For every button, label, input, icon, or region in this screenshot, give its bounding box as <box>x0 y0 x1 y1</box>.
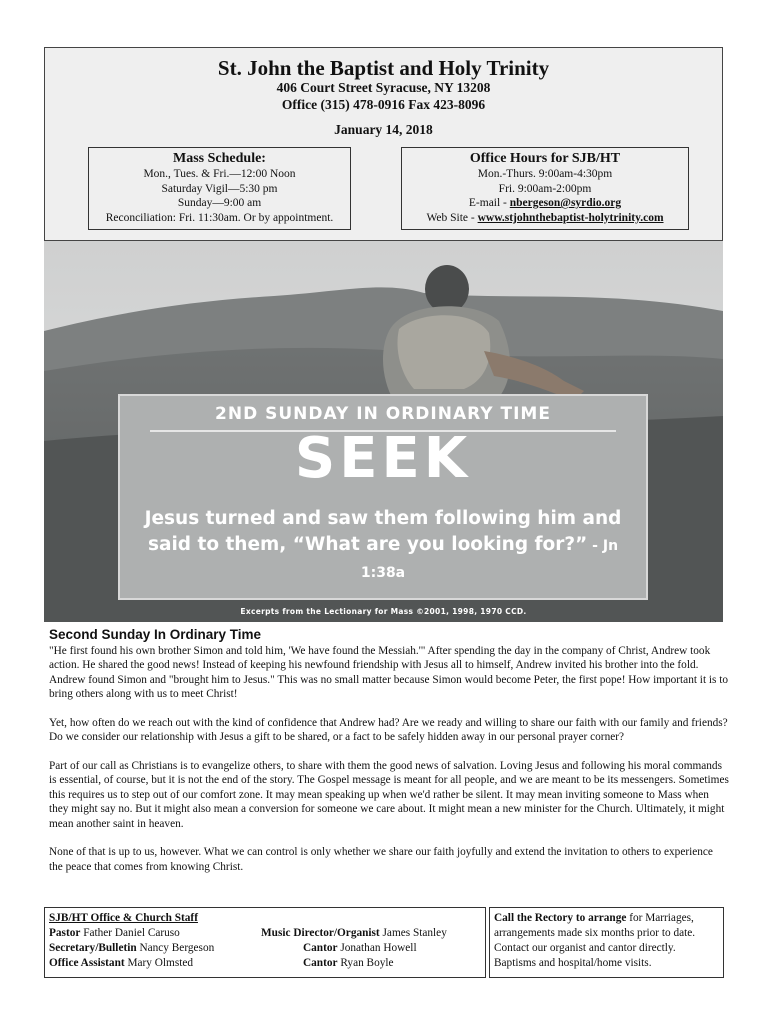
staff-column-right <box>261 926 447 971</box>
office-hours-line: Mon.-Thurs. 9:00am-4:30pm <box>477 168 613 180</box>
mass-schedule-box <box>88 147 351 230</box>
bulletin-header <box>44 47 723 241</box>
staff-assistant: Office Assistant Mary Olmsted <box>49 957 194 969</box>
rectory-line: Contact our organist and cantor directly. <box>494 942 676 954</box>
mass-line: Reconciliation: Fri. 11:30am. Or by appointment. <box>105 211 334 224</box>
website-label: Web Site - <box>426 211 478 224</box>
article-paragraph: Part of our call as Christians is to evangelize others, to share with them the good news of salvation. Loving Jesus and following his moral commands is essential, of course, but it is not the end of the story. The Gospel message is meant for all people, and we are meant to be its messengers. Sometimes this requires us to step out of our comfort zone. It may mean speaking up when we'd rather be silent. It may mean inviting someone to Mass when they might say no. But it might also mean a conversion for someone we care about. It might mean a new minister for the Church. Ultimately, it might mean another saint in heaven. <box>49 759 729 830</box>
staff-heading: SJB/HT Office & Church Staff <box>49 912 198 924</box>
mass-line: Saturday Vigil—5:30 pm <box>161 182 278 195</box>
email-label: E-mail - <box>468 197 510 209</box>
parish-contact <box>45 79 722 113</box>
lectionary-credit: Excerpts from the Lectionary for Mass ©2001, 1998, 1970 CCD. <box>240 607 527 616</box>
scripture-quote <box>138 506 628 586</box>
article-paragraph: None of that is up to us, however. What we can control is only whether we share our faith joyfully and extend the invitation to others to experience the peace that comes from knowing Christ. <box>49 846 713 873</box>
bulletin-date: January 14, 2018 <box>334 122 433 137</box>
rectory-box <box>489 907 724 978</box>
parish-title: St. John the Baptist and Holy Trinity <box>217 56 550 80</box>
office-hours-heading: Office Hours for SJB/HT <box>469 151 621 166</box>
staff-music-director: Music Director/Organist James Stanley <box>261 927 447 939</box>
quote-citation: - Jn 1:38a <box>360 538 619 581</box>
staff-column-left <box>49 911 214 971</box>
seek-overlay-box <box>118 394 648 600</box>
website-line <box>402 211 688 226</box>
seek-word: SEEK <box>294 426 472 491</box>
mass-line: Mon., Tues. & Fri.—12:00 Noon <box>143 168 296 180</box>
article-paragraph: "He first found his own brother Simon and told him, 'We have found the Messiah.'" After spending the day in the company of Christ, Andrew took action. He shared the good news! Instead of keeping his newfound friendship with Jesus all to himself, Andrew invited his brother into the fold. Andrew found Simon and "brought him to Jesus." This was no small matter because Simon would become Peter, the first pope! How important it is to bring others along with us to meet Christ! <box>49 644 729 700</box>
rectory-line: Baptisms and hospital/home visits. <box>494 957 652 969</box>
article-heading: Second Sunday In Ordinary Time <box>49 627 262 642</box>
article-paragraph: Yet, how often do we reach out with the kind of confidence that Andrew had? Are we ready and willing to share our faith with our family and friends? Do we consider our relationship with Jesus a gift to be shared, or a fact to be safely hidden away in our personal prayer corner? <box>49 716 728 743</box>
office-hours-box <box>401 147 689 230</box>
parish-phone: Office (315) 478-0916 Fax 423-8096 <box>281 97 486 112</box>
staff-pastor: Pastor Father Daniel Caruso <box>49 927 180 939</box>
reflection-article <box>49 628 729 888</box>
website-link[interactable]: www.stjohnthebaptist-holytrinity.com <box>477 211 664 224</box>
rectory-line: arrangements made six months prior to date. <box>494 927 696 939</box>
parish-address: 406 Court Street Syracuse, NY 13208 <box>276 80 491 95</box>
email-line <box>402 196 688 211</box>
staff-cantor: Cantor Jonathan Howell <box>303 942 417 954</box>
mass-schedule-heading: Mass Schedule: <box>173 151 266 166</box>
sunday-title: 2ND SUNDAY IN ORDINARY TIME <box>215 404 551 424</box>
quote-text: Jesus turned and saw them following him and said to them, “What are you looking for?” <box>144 508 622 555</box>
staff-cantor: Cantor Ryan Boyle <box>303 957 394 969</box>
seek-banner-image <box>44 241 723 622</box>
office-hours-line: Fri. 9:00am-2:00pm <box>498 182 592 195</box>
staff-secretary: Secretary/Bulletin Nancy Bergeson <box>49 942 215 954</box>
email-link[interactable]: nbergeson@syrdio.org <box>509 197 622 209</box>
staff-box <box>44 907 486 978</box>
mass-line: Sunday—9:00 am <box>177 197 262 209</box>
rectory-line: Call the Rectory to arrange for Marriages, <box>494 912 694 924</box>
